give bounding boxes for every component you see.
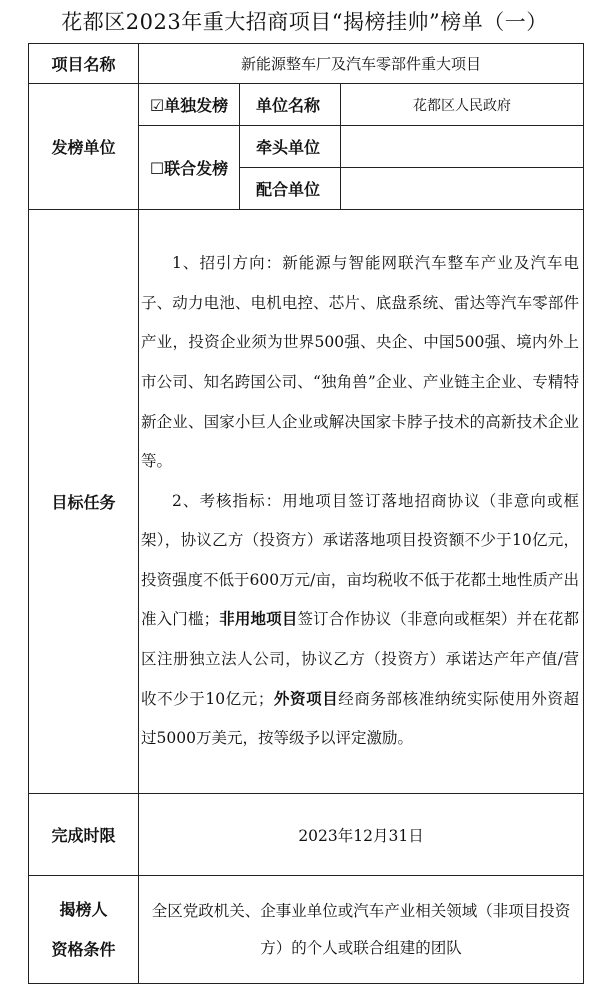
- row-tasks: [29, 210, 584, 794]
- lead-unit-label: 牵头单位: [240, 126, 341, 168]
- unit-name-label: 单位名称: [240, 84, 341, 126]
- tasks-paragraph-2: [141, 482, 579, 759]
- page-title: 花都区2023年重大招商项目“揭榜挂帅”榜单（一）: [61, 10, 548, 34]
- single-issue-option[interactable]: [139, 84, 240, 126]
- lead-unit-value: [341, 126, 584, 168]
- row-issuer-1: [29, 84, 584, 126]
- single-issue-label: 单独发榜: [164, 96, 229, 115]
- foreign-project-term: 外资项目: [273, 689, 339, 708]
- tasks-p2-part-c: 签订合作协议（非意向或框架）并在花都区注册独立法人公司，协议乙方（投资方）承诺达产年产值/营收不少于10亿元；: [141, 610, 580, 708]
- qualification-label: [29, 876, 139, 984]
- qualification-label-line1: 揭榜人: [59, 899, 108, 919]
- joint-issue-checkbox[interactable]: ☐: [149, 159, 165, 178]
- single-issue-checkbox[interactable]: ☑: [149, 96, 165, 115]
- project-name-label: 项目名称: [29, 44, 139, 84]
- row-project-name: [29, 44, 584, 84]
- coop-unit-label: 配合单位: [240, 168, 341, 210]
- tasks-p2-part-a: 2、考核指标：用地项目签订落地招商协议（非意向或框架），协议乙方（投资方）承诺落地项目投资额不少于10亿元，投资强度不低于600万元/亩，亩均税收不低于花都土地性质产出准入门槛；: [141, 491, 580, 629]
- tasks-p2-part-e: 经商务部核准纳统实际使用外资超过5000万美元，按等级予以评定激励。: [141, 689, 580, 748]
- deadline-label: 完成时限: [29, 794, 139, 876]
- tasks-content: [139, 210, 584, 794]
- row-deadline: [29, 794, 584, 876]
- unit-name-value: 花都区人民政府: [341, 84, 584, 126]
- tasks-label: 目标任务: [29, 210, 139, 794]
- qualification-value: 全区党政机关、企事业单位或汽车产业相关领域（非项目投资方）的个人或联合组建的团队: [139, 876, 584, 984]
- non-land-project-term: 非用地项目: [219, 610, 298, 629]
- qualification-label-line2: 资格条件: [51, 939, 116, 959]
- project-name-value: 新能源整车厂及汽车零部件重大项目: [139, 44, 584, 84]
- issuer-label: 发榜单位: [29, 84, 139, 210]
- joint-issue-label: 联合发榜: [164, 159, 229, 178]
- coop-unit-value: [341, 168, 584, 210]
- joint-issue-option[interactable]: [139, 126, 240, 210]
- project-table: [28, 43, 584, 984]
- row-qualification: [29, 876, 584, 984]
- tasks-paragraph-1: 1、招引方向：新能源与智能网联汽车整车产业及汽车电子、动力电池、电机电控、芯片、底盘系统、雷达等汽车零部件产业，投资企业须为世界500强、央企、中国500强、境内外上市公司、知名跨国公司、“独角兽”企业、产业链主企业、专精特新企业、国家小巨人企业或解决国家卡脖子技术的高新技术企业等。: [141, 254, 580, 471]
- deadline-value: 2023年12月31日: [139, 794, 584, 876]
